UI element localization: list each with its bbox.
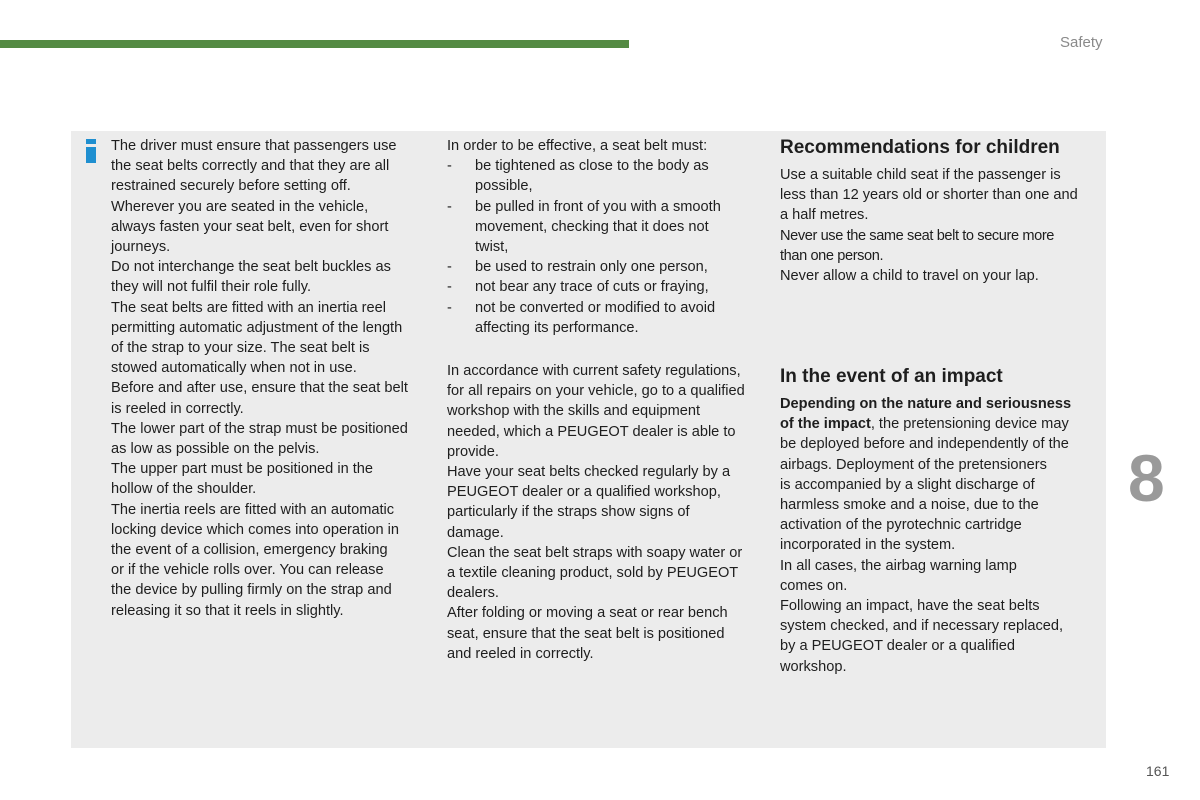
- section-title: Safety: [1060, 34, 1103, 51]
- text-line: Clean the seat belt straps with soapy water or: [447, 544, 743, 561]
- text-line: Use a suitable child seat if the passenger is: [780, 167, 1061, 183]
- text-line: a textile cleaning product, sold by PEUGEOT: [447, 565, 739, 582]
- text-line: hollow of the shoulder.: [111, 481, 257, 498]
- text-line: workshop with the skills and equipment: [447, 403, 701, 420]
- text-line: restrained securely before setting off.: [111, 178, 351, 195]
- text-line: by a PEUGEOT dealer or a qualified: [780, 638, 1015, 655]
- text-line: damage.: [447, 524, 504, 541]
- text-line: Never allow a child to travel on your lap.: [780, 268, 1039, 285]
- text-line: twist,: [475, 239, 509, 256]
- bullet-item: [447, 156, 767, 176]
- text-line: journeys.: [111, 239, 171, 256]
- text-line: airbags. Deployment of the pretensioners: [780, 456, 1047, 473]
- text-line: Depending on the nature and seriousness: [780, 396, 1072, 412]
- text-line: comes on.: [780, 577, 848, 594]
- text-line: In accordance with current safety regulations,: [447, 363, 741, 380]
- text-line: be deployed before and independently of the: [780, 436, 1069, 453]
- text-line: The upper part must be positioned in the: [111, 461, 374, 478]
- text-line: activation of the pyrotechnic cartridge: [780, 517, 1022, 534]
- header-accent-bar: [0, 40, 629, 48]
- text-line: The lower part of the strap must be positioned: [111, 420, 408, 437]
- text: , the pretensioning device may: [870, 416, 1069, 433]
- text-line: the event of a collision, emergency braking: [111, 542, 388, 559]
- text-line: system checked, and if necessary replaced,: [780, 618, 1064, 635]
- text-line: locking device which comes into operation in: [111, 521, 399, 538]
- bullet-item: [447, 277, 767, 297]
- text-line: always fasten your seat belt, even for short: [111, 218, 389, 235]
- text-line: stowed automatically when not in use.: [111, 360, 357, 377]
- text-line: provide.: [447, 443, 499, 460]
- text-line: movement, checking that it does not: [475, 218, 709, 235]
- text-line: [780, 414, 1100, 434]
- bullet-text: be tightened as close to the body as: [475, 158, 709, 175]
- bullet-item: [447, 257, 767, 277]
- text-line: Never use the same seat belt to secure more: [780, 227, 1055, 244]
- info-icon: [86, 139, 96, 163]
- dash: -: [447, 299, 452, 316]
- text-line: dealers.: [447, 585, 499, 602]
- text-line: the device by pulling firmly on the strap and: [111, 582, 392, 599]
- seat-belt-column: [447, 136, 767, 664]
- bullet-item: [447, 298, 767, 318]
- text-line: as low as possible on the pelvis.: [111, 441, 320, 458]
- bold-text: of the impact: [780, 416, 871, 433]
- text-line: particularly if the straps show signs of: [447, 504, 690, 521]
- text-line: Have your seat belts checked regularly by a: [447, 464, 731, 481]
- text-line: Do not interchange the seat belt buckles as: [111, 259, 391, 276]
- text-line: is reeled in correctly.: [111, 400, 244, 417]
- text-line: of the strap to your size. The seat belt is: [111, 340, 370, 357]
- text-line: Before and after use, ensure that the seat belt: [111, 380, 408, 397]
- text-line: In all cases, the airbag warning lamp: [780, 557, 1017, 574]
- text-line: Following an impact, have the seat belts: [780, 598, 1040, 615]
- dash: -: [447, 259, 452, 276]
- text-line: In order to be effective, a seat belt must:: [447, 138, 708, 154]
- text-line: permitting automatic adjustment of the length: [111, 319, 403, 336]
- text-line: possible,: [475, 178, 533, 195]
- text-line: a half metres.: [780, 207, 869, 224]
- text-line: After folding or moving a seat or rear bench: [447, 605, 728, 622]
- dash: -: [447, 279, 452, 296]
- text-line: than one person.: [780, 247, 884, 264]
- text-line: for all repairs on your vehicle, go to a qualified: [447, 383, 745, 400]
- children-text: [780, 165, 1100, 286]
- text-line: workshop.: [780, 658, 847, 675]
- bullet-text: not bear any trace of cuts or fraying,: [475, 279, 709, 296]
- text-line: incorporated in the system.: [780, 537, 956, 554]
- chapter-number: 8: [1128, 441, 1165, 515]
- dash: -: [447, 158, 452, 175]
- text-line: they will not fulfil their role fully.: [111, 279, 312, 296]
- text-line: The inertia reels are fitted with an automatic: [111, 501, 395, 518]
- text-line: and reeled in correctly.: [447, 645, 594, 662]
- bullet-text: not be converted or modified to avoid: [475, 299, 716, 316]
- bullet-text: be pulled in front of you with a smooth: [475, 198, 721, 215]
- text-line: Wherever you are seated in the vehicle,: [111, 198, 369, 215]
- text-line: seat, ensure that the seat belt is positioned: [447, 625, 725, 642]
- bullet-text: be used to restrain only one person,: [475, 259, 708, 276]
- children-heading: Recommendations for children: [780, 137, 1060, 158]
- bullet-item: [447, 197, 767, 217]
- text-line: or if the vehicle rolls over. You can release: [111, 562, 384, 579]
- impact-heading: In the event of an impact: [780, 366, 1003, 387]
- text-line: affecting its performance.: [475, 319, 639, 336]
- text-line: The seat belts are fitted with an inertia reel: [111, 299, 386, 316]
- text-line: harmless smoke and a noise, due to the: [780, 497, 1039, 514]
- text-line: the seat belts correctly and that they are all: [111, 158, 390, 175]
- dash: -: [447, 198, 452, 215]
- text-line: less than 12 years old or shorter than one and: [780, 187, 1078, 204]
- impact-text: [780, 394, 1100, 677]
- page-number: 161: [1146, 763, 1170, 779]
- text-line: needed, which a PEUGEOT dealer is able to: [447, 423, 736, 440]
- text-line: PEUGEOT dealer or a qualified workshop,: [447, 484, 721, 501]
- text-line: is accompanied by a slight discharge of: [780, 476, 1035, 493]
- info-column: [111, 136, 441, 621]
- text-line: releasing it so that it reels in slightly.: [111, 602, 344, 619]
- text-line: The driver must ensure that passengers use: [111, 138, 397, 154]
